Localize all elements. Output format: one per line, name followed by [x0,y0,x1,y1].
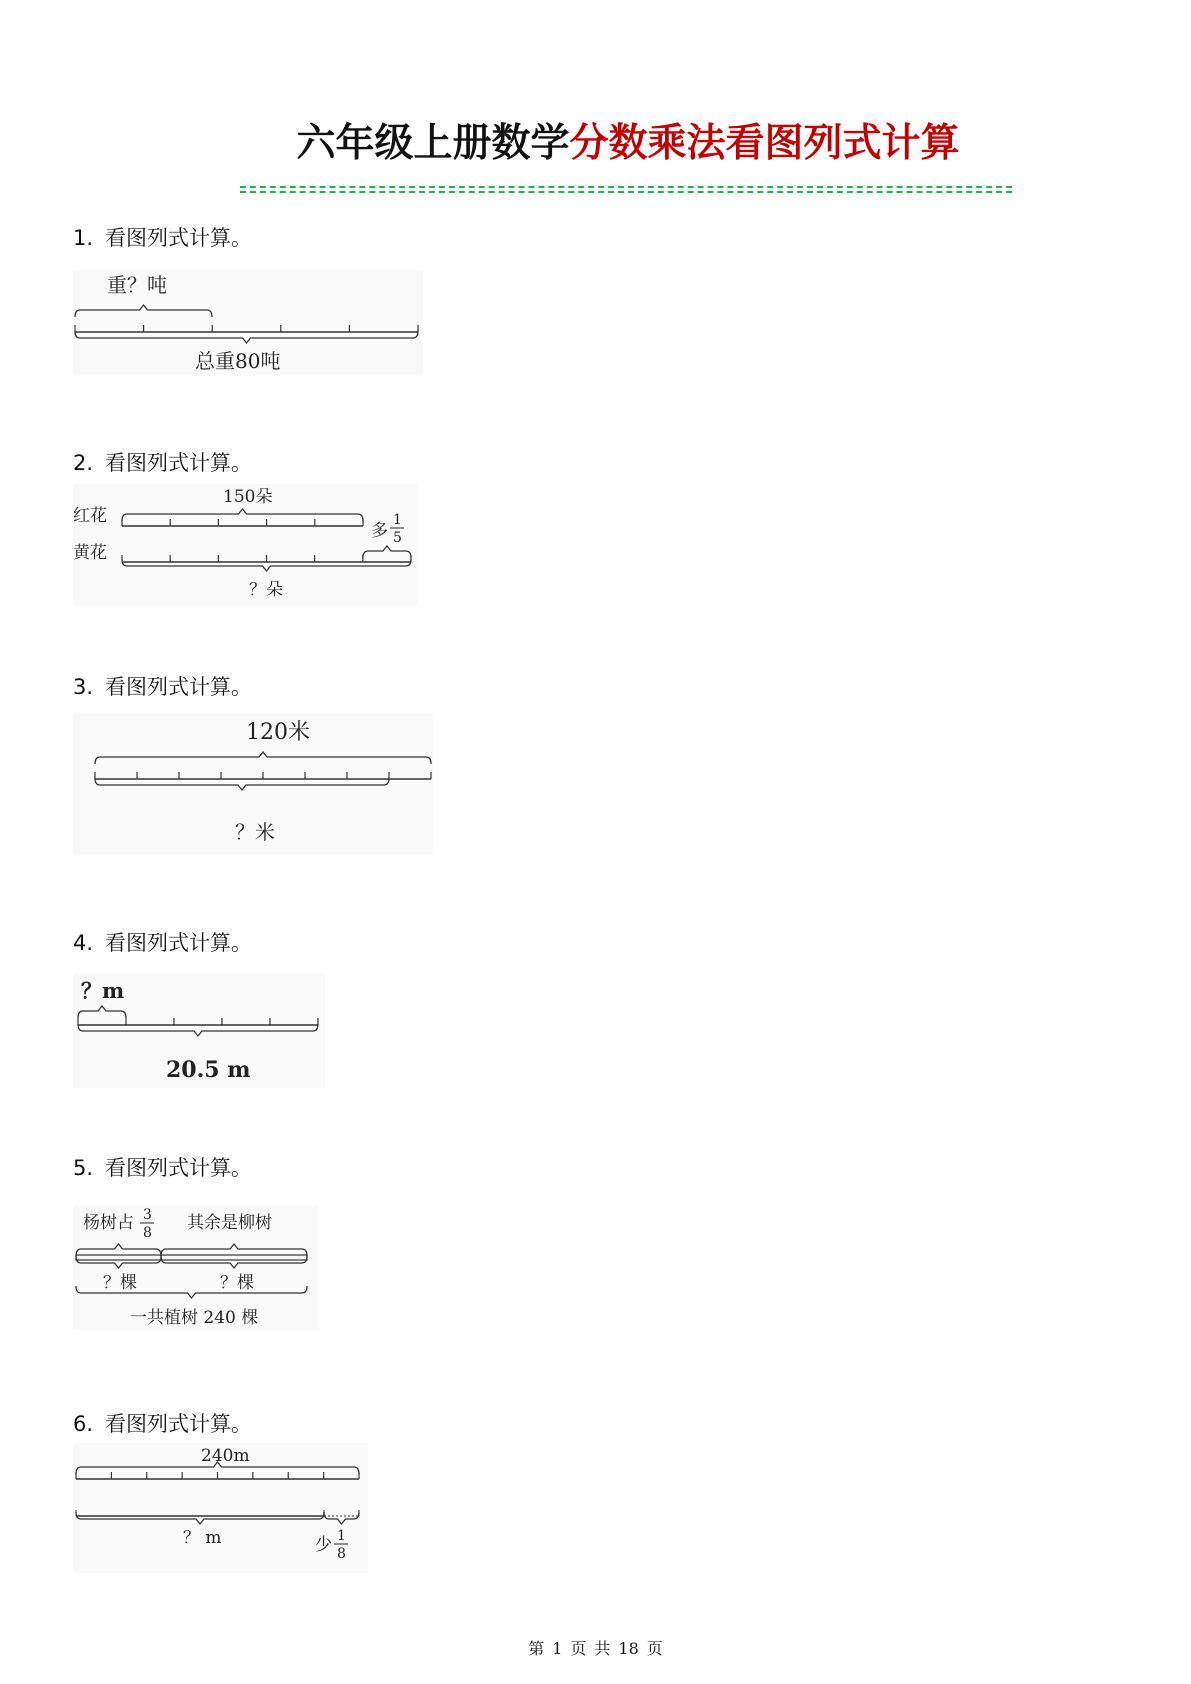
label-total: 一共植树 240 棵 [130,1308,259,1328]
fraction-numerator: 1 [337,1528,346,1544]
label-top: 120米 [246,720,310,745]
segment-line [78,1018,318,1025]
question-prompt: 看图列式计算。 [105,226,253,250]
fraction-denominator: 8 [143,1225,152,1241]
label-poplar-count: ？棵 [103,1273,137,1293]
diagram-3 [73,713,433,855]
label-top: 240m [201,1446,250,1466]
fraction-numerator: 1 [393,512,402,528]
footer-text: 第 [528,1639,545,1658]
question-number: 1. [73,226,94,250]
label-poplar: 杨树占 [83,1213,134,1233]
question-prompt: 看图列式计算。 [105,931,253,955]
label-bottom: ？朵 [249,580,283,600]
label-bottom: ？ m [183,1528,222,1548]
brace [161,1244,307,1256]
red-line [122,519,363,526]
brace [75,305,212,317]
divider [240,191,1012,193]
question-number: 6. [73,1412,94,1436]
yellow-line [122,555,411,562]
question-1 [73,222,252,252]
question-prompt: 看图列式计算。 [105,1156,253,1180]
current-page: 1 [552,1639,563,1658]
brace [78,1006,126,1018]
fraction-denominator: 8 [337,1546,346,1562]
footer-text: 共 [594,1639,611,1658]
footer-text: 页 [646,1639,663,1658]
label-willow-count: ？棵 [220,1273,254,1293]
segment-line [75,325,418,332]
total-pages: 18 [618,1639,639,1658]
label-bottom: ？米 [235,820,275,844]
title-black: 六年级上册数学 [296,121,570,166]
fraction-numerator: 3 [143,1207,152,1223]
footer-text: 页 [570,1639,587,1658]
label-willow: 其余是柳树 [187,1213,272,1233]
segment-line [76,1472,359,1479]
page-footer [0,1636,1191,1659]
question-number: 5. [73,1156,94,1180]
brace [161,1256,307,1268]
question-4 [73,927,252,957]
brace [324,1512,359,1524]
segment-line [95,772,431,779]
brace [363,546,411,558]
brace [76,1256,161,1268]
diagram-5 [73,1205,318,1330]
brace [78,1024,318,1036]
label-less: 少 [315,1535,332,1555]
question-number: 3. [73,675,94,699]
label-top: 重？吨 [107,273,167,297]
brace [95,752,431,764]
label-bottom: 20.5 m [166,1057,251,1083]
title-red: 分数乘法看图列式计算 [569,121,960,166]
tree-bar [76,1255,307,1260]
brace [122,509,363,521]
question-prompt: 看图列式计算。 [105,1412,253,1436]
divider [240,186,1012,188]
question-prompt: 看图列式计算。 [105,451,253,475]
label-bottom: 总重80吨 [195,349,281,373]
page-title [0,112,1191,168]
label-red-flower: 红花 [73,506,107,526]
diagram-6 [73,1443,368,1573]
brace [76,1512,324,1524]
question-2 [73,447,252,477]
question-6 [73,1408,252,1438]
question-3 [73,671,252,701]
diagram-2 [73,484,418,606]
brace [76,1244,161,1256]
fraction-denominator: 5 [393,530,402,546]
label-top: 150朵 [223,487,273,507]
diagram-4 [73,973,325,1088]
question-prompt: 看图列式计算。 [105,675,253,699]
question-5 [73,1152,252,1182]
label-top: ？m [81,978,125,1003]
diagram-1 [73,270,423,375]
label-yellow-flower: 黄花 [73,543,107,563]
question-number: 2. [73,451,94,475]
question-number: 4. [73,931,94,955]
label-more: 多 [371,521,388,541]
